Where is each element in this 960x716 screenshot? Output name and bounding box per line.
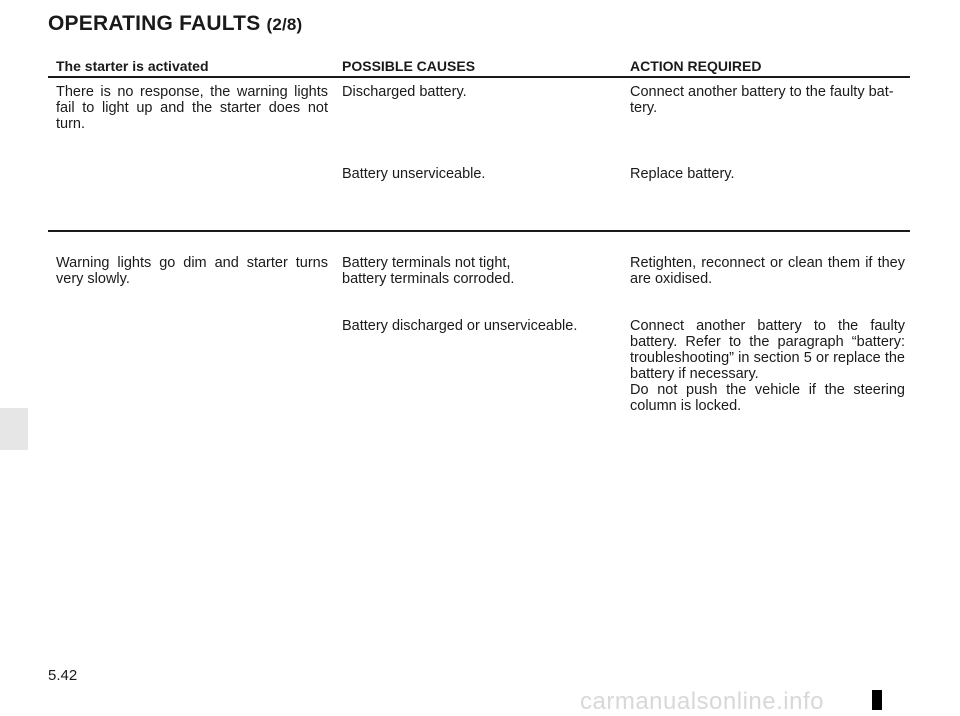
- header-possible-causes: POSSIBLE CAUSES: [342, 58, 476, 74]
- title-text: OPERATING FAULTS: [48, 12, 261, 35]
- row2-action-2: Connect another battery to the faulty battery. Refer to the paragraph “battery: troubleshooting” in section 5 or replace the battery if necessary. Do not push the vehicle if the steering column is locked.: [630, 318, 905, 414]
- row1-symptom: There is no response, the warning lights fail to light up and the starter does not turn.: [56, 84, 328, 132]
- header-symptom: The starter is activated: [56, 58, 209, 74]
- row1-action-2: Replace battery.: [630, 166, 735, 182]
- watermark: carmanualsonline.info: [580, 688, 824, 715]
- section-side-tab: [0, 408, 28, 450]
- row2-symptom: Warning lights go dim and starter turns very slowly.: [56, 255, 328, 287]
- row-divider: [48, 230, 910, 232]
- table-header: [56, 58, 910, 74]
- header-action-required: ACTION REQUIRED: [630, 58, 762, 74]
- row2-action-1: Retighten, reconnect or clean them if they are oxidised.: [630, 255, 905, 287]
- row1-cause-2: Battery unserviceable.: [342, 166, 486, 182]
- header-divider: [48, 76, 910, 78]
- row1-cause-1: Discharged battery.: [342, 84, 467, 100]
- corner-mark: [872, 690, 882, 710]
- row1-action-1: Connect another battery to the faulty bat-tery.: [630, 84, 894, 116]
- row2-cause-2: Battery discharged or unserviceable.: [342, 318, 578, 334]
- title-part-indicator: (2/8): [266, 15, 303, 34]
- row2-cause-1: Battery terminals not tight, battery terminals corroded.: [342, 255, 515, 287]
- page-number: 5.42: [48, 667, 78, 684]
- page-title: [48, 12, 302, 36]
